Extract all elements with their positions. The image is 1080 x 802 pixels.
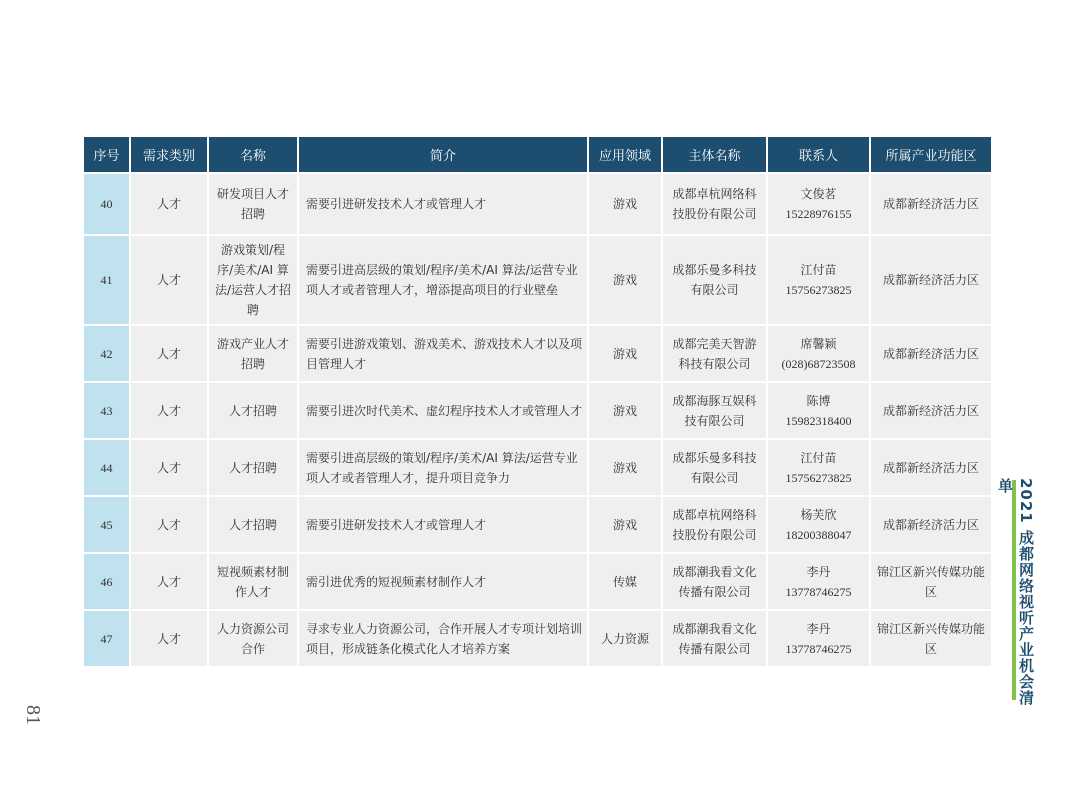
- cell-zone: 成都新经济活力区: [871, 440, 991, 495]
- cell-zone: 成都新经济活力区: [871, 326, 991, 381]
- cell-field: 游戏: [589, 174, 661, 234]
- cell-category: 人才: [131, 236, 207, 324]
- contact-phone: 15756273825: [785, 283, 852, 297]
- cell-intro: 需要引进次时代美术、虚幻程序技术人才或管理人才: [299, 383, 587, 438]
- cell-contact: [768, 554, 869, 609]
- cell-category: 人才: [131, 383, 207, 438]
- header-field: 应用领域: [589, 137, 661, 172]
- cell-name: 游戏策划/程序/美术/AI 算法/运营人才招聘: [209, 236, 297, 324]
- cell-zone: 成都新经济活力区: [871, 497, 991, 552]
- table-row: [84, 236, 991, 324]
- cell-entity: 成都潮我看文化传播有限公司: [663, 554, 766, 609]
- table-row: [84, 554, 991, 609]
- header-category: 需求类别: [131, 137, 207, 172]
- contact-phone: 13778746275: [785, 641, 852, 656]
- cell-contact: [768, 440, 869, 495]
- cell-category: 人才: [131, 440, 207, 495]
- table-row: [84, 611, 991, 666]
- cell-intro: 需要引进游戏策划、游戏美术、游戏技术人才以及项目管理人才: [299, 326, 587, 381]
- cell-entity: 成都乐曼多科技有限公司: [663, 440, 766, 495]
- table-row: [84, 383, 991, 438]
- table-row: [84, 174, 991, 234]
- cell-category: 人才: [131, 497, 207, 552]
- cell-zone: 锦江区新兴传媒功能区: [871, 611, 991, 666]
- cell-field: 游戏: [589, 383, 661, 438]
- header-name: 名称: [209, 137, 297, 172]
- cell-contact: [768, 326, 869, 381]
- cell-name: 人才招聘: [209, 440, 297, 495]
- table-header-row: [84, 137, 991, 172]
- cell-zone: 成都新经济活力区: [871, 383, 991, 438]
- cell-no: 44: [84, 440, 129, 495]
- contact-name: 江付苗: [800, 450, 837, 465]
- cell-contact: [768, 611, 869, 666]
- cell-field: 传媒: [589, 554, 661, 609]
- contact-name: 江付苗: [800, 263, 837, 277]
- cell-name: 人力资源公司合作: [209, 611, 297, 666]
- contact-phone: 15982318400: [785, 413, 852, 428]
- cell-no: 47: [84, 611, 129, 666]
- contact-phone: 18200388047: [785, 527, 852, 542]
- cell-zone: 成都新经济活力区: [871, 174, 991, 234]
- opportunity-table-container: [84, 137, 993, 666]
- cell-contact: [768, 174, 869, 234]
- cell-zone: 成都新经济活力区: [871, 236, 991, 324]
- cell-intro: 需要引进高层级的策划/程序/美术/AI 算法/运营专业项人才或者管理人才，提升项目竞争力: [299, 440, 587, 495]
- cell-category: 人才: [131, 554, 207, 609]
- cell-category: 人才: [131, 611, 207, 666]
- cell-no: 40: [84, 174, 129, 234]
- cell-no: 46: [84, 554, 129, 609]
- cell-intro: 需要引进研发技术人才或管理人才: [299, 497, 587, 552]
- cell-entity: 成都潮我看文化传播有限公司: [663, 611, 766, 666]
- table-row: [84, 326, 991, 381]
- cell-contact: [768, 497, 869, 552]
- cell-entity: 成都卓杭网络科技股份有限公司: [663, 174, 766, 234]
- contact-phone: 13778746275: [785, 584, 852, 599]
- contact-phone: 15756273825: [785, 470, 852, 485]
- header-entity: 主体名称: [663, 137, 766, 172]
- contact-name: 文俊茗: [800, 187, 837, 201]
- header-zone: 所属产业功能区: [871, 137, 991, 172]
- cell-contact: [768, 236, 869, 324]
- header-contact: 联系人: [768, 137, 869, 172]
- cell-intro: 需引进优秀的短视频素材制作人才: [299, 554, 587, 609]
- cell-intro: 寻求专业人力资源公司，合作开展人才专项计划培训项目，形成链条化模式化人才培养方案: [299, 611, 587, 666]
- cell-name: 短视频素材制作人才: [209, 554, 297, 609]
- cell-entity: 成都完美天智游科技有限公司: [663, 326, 766, 381]
- contact-name: 陈博: [806, 393, 831, 408]
- contact-name: 李丹: [806, 621, 831, 636]
- cell-field: 游戏: [589, 497, 661, 552]
- cell-no: 43: [84, 383, 129, 438]
- contact-name: 席馨颖: [800, 336, 837, 351]
- table-row: [84, 497, 991, 552]
- cell-entity: 成都卓杭网络科技股份有限公司: [663, 497, 766, 552]
- cell-field: 游戏: [589, 236, 661, 324]
- cell-name: 研发项目人才招聘: [209, 174, 297, 234]
- cell-field: 游戏: [589, 326, 661, 381]
- cell-name: 人才招聘: [209, 497, 297, 552]
- cell-no: 45: [84, 497, 129, 552]
- header-no: 序号: [84, 137, 129, 172]
- cell-field: 游戏: [589, 440, 661, 495]
- cell-field: 人力资源: [589, 611, 661, 666]
- table-row: [84, 440, 991, 495]
- cell-intro: 需要引进高层级的策划/程序/美术/AI 算法/运营专业项人才或者管理人才，增添提高项目的行业壁垒: [299, 236, 587, 324]
- cell-no: 41: [84, 236, 129, 324]
- contact-phone: 15228976155: [785, 207, 852, 221]
- side-title: 2021 成都网络视听产业机会清单: [996, 478, 1035, 706]
- cell-entity: 成都乐曼多科技有限公司: [663, 236, 766, 324]
- cell-no: 42: [84, 326, 129, 381]
- contact-phone: (028)68723508: [781, 356, 856, 371]
- contact-name: 杨芙欣: [800, 507, 837, 522]
- cell-zone: 锦江区新兴传媒功能区: [871, 554, 991, 609]
- cell-entity: 成都海豚互娱科技有限公司: [663, 383, 766, 438]
- contact-name: 李丹: [806, 564, 831, 579]
- cell-category: 人才: [131, 326, 207, 381]
- cell-intro: 需要引进研发技术人才或管理人才: [299, 174, 587, 234]
- cell-name: 游戏产业人才招聘: [209, 326, 297, 381]
- opportunity-table: [82, 135, 993, 668]
- cell-category: 人才: [131, 174, 207, 234]
- cell-name: 人才招聘: [209, 383, 297, 438]
- page-number: 81: [22, 705, 44, 725]
- cell-contact: [768, 383, 869, 438]
- header-intro: 简介: [299, 137, 587, 172]
